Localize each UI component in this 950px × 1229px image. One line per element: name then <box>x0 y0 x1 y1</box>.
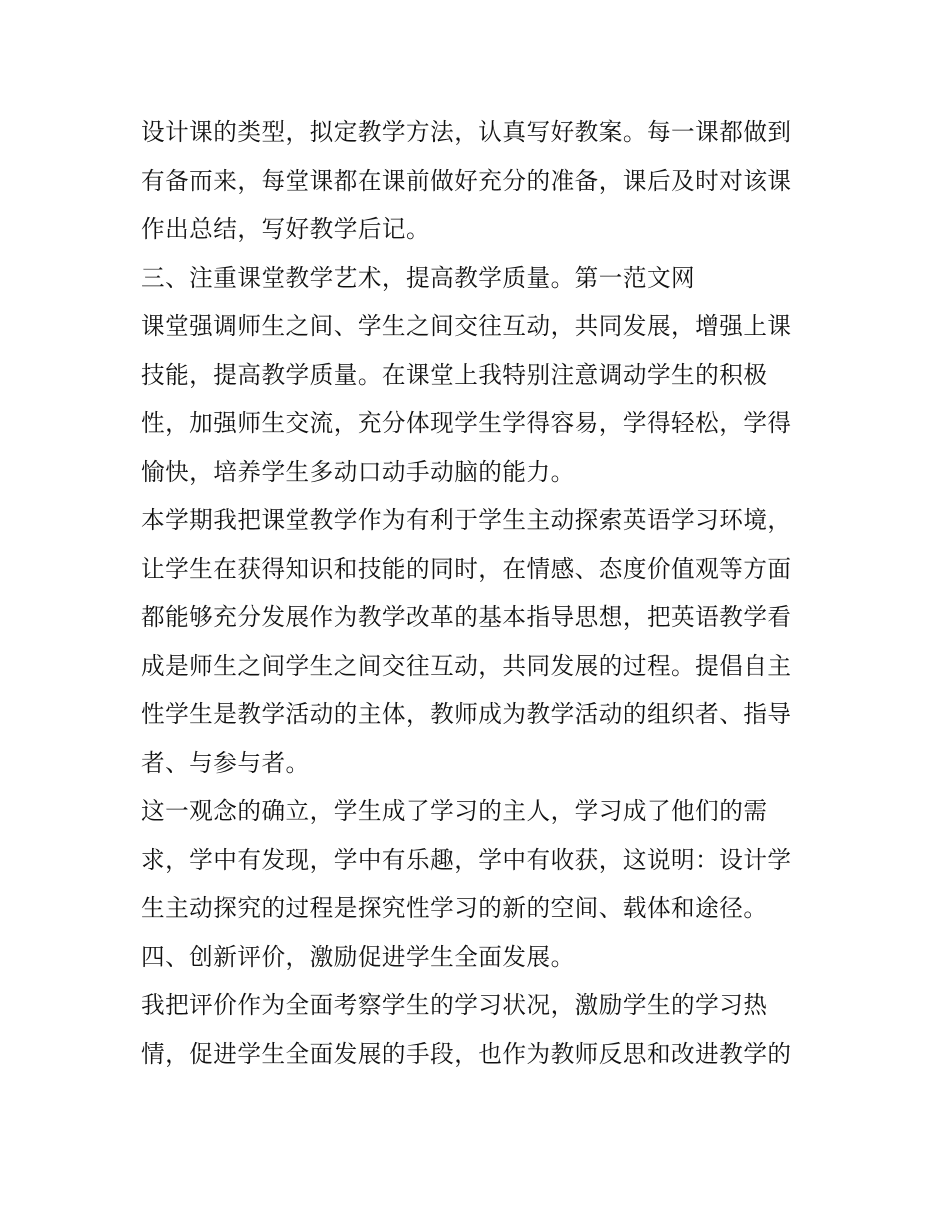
text-line: 者、与参与者。 <box>141 748 310 777</box>
text-line: 我把评价作为全面考察学生的学习状况，激励学生的学习热 <box>141 991 768 1019</box>
text-line: 有备而来，每堂课都在课前做好充分的准备，课后及时对该课 <box>141 166 792 195</box>
text-line: 技能，提高教学质量。在课堂上我特别注意调动学生的积极 <box>141 360 768 389</box>
section-heading: 四、创新评价，激励促进学生全面发展。 <box>141 942 575 971</box>
text-line: 本学期我把课堂教学作为有利于学生主动探索英语学习环境， <box>141 506 792 534</box>
text-line: 求，学中有发现，学中有乐趣，学中有收获，这说明：设计学 <box>141 845 792 874</box>
text-line: 愉快，培养学生多动口动手动脑的能力。 <box>141 457 575 486</box>
text-line: 情，促进学生全面发展的手段，也作为教师反思和改进教学的 <box>141 1039 792 1068</box>
text-line: 作出总结，写好教学后记。 <box>141 215 431 243</box>
text-line: 成是师生之间学生之间交往互动，共同发展的过程。提倡自主 <box>141 651 792 680</box>
text-line: 设计课的类型，拟定教学方法，认真写好教案。每一课都做到 <box>141 118 792 146</box>
document-body <box>141 108 831 1078</box>
text-line: 课堂强调师生之间、学生之间交往互动，共同发展，增强上课 <box>141 312 792 340</box>
section-heading: 三、注重课堂教学艺术，提高教学质量。第一范文网 <box>141 263 696 292</box>
text-line: 生主动探究的过程是探究性学习的新的空间、载体和途径。 <box>141 894 768 922</box>
text-line: 这一观念的确立，学生成了学习的主人，学习成了他们的需 <box>141 797 768 825</box>
text-line: 性，加强师生交流，充分体现学生学得容易，学得轻松，学得 <box>141 409 792 437</box>
text-line: 都能够充分发展作为教学改革的基本指导思想，把英语教学看 <box>141 603 792 631</box>
text-line: 性学生是教学活动的主体，教师成为教学活动的组织者、指导 <box>141 700 792 728</box>
text-line: 让学生在获得知识和技能的同时，在情感、态度价值观等方面 <box>141 554 792 583</box>
